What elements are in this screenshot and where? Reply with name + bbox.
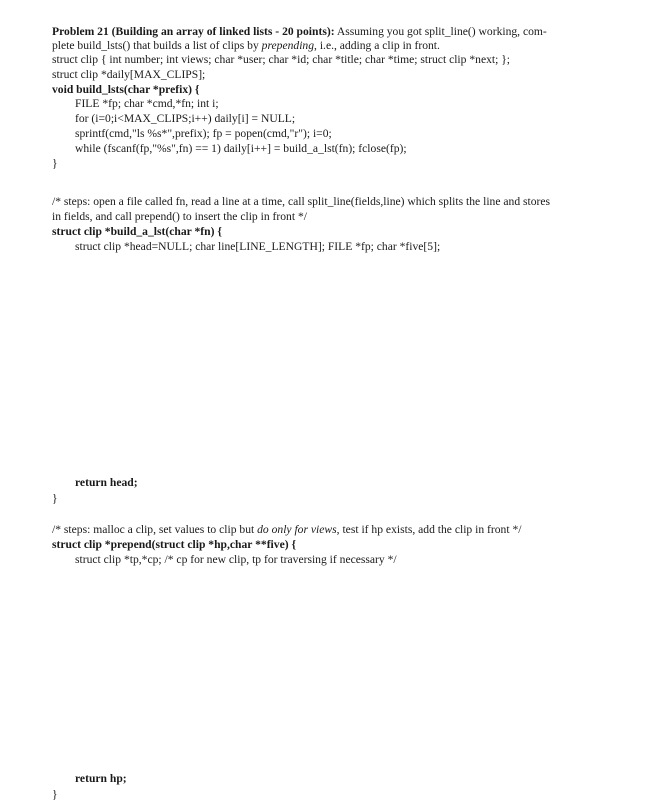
prepend-declarations: struct clip *tp,*cp; /* cp for new clip, tp for traversing if necessary */ xyxy=(75,553,397,566)
build-lsts-body-line: sprintf(cmd,"ls %s*",prefix); fp = popen(cmd,"r"); i=0; xyxy=(75,127,332,140)
prepend-return: return hp; xyxy=(75,772,127,785)
prepend-comment xyxy=(52,523,521,537)
build-a-lst-return: return head; xyxy=(75,476,138,489)
problem-heading: Problem 21 (Building an array of linked lists - 20 points): xyxy=(52,25,335,38)
build-a-lst-signature: struct clip *build_a_lst(char *fn) { xyxy=(52,225,222,238)
problem-intro-a: Assuming you got split_line() working, com- xyxy=(334,25,547,38)
problem-intro-emphasis: prepending xyxy=(261,39,315,52)
problem-statement-line-1 xyxy=(52,25,547,39)
prepend-close-brace: } xyxy=(52,788,58,801)
build-lsts-body-line: for (i=0;i<MAX_CLIPS;i++) daily[i] = NULL; xyxy=(75,112,296,125)
prepend-signature: struct clip *prepend(struct clip *hp,char **five) { xyxy=(52,538,297,551)
problem-intro-end: , i.e., adding a clip in front. xyxy=(314,39,440,52)
build-a-lst-comment-line-1: /* steps: open a file called fn, read a line at a time, call split_line(fields,line) which splits the line and stores xyxy=(52,195,551,208)
build-a-lst-comment-line-2: in fields, and call prepend() to insert the clip in front */ xyxy=(52,210,307,223)
daily-array-declaration: struct clip *daily[MAX_CLIPS]; xyxy=(52,68,206,81)
prepend-comment-b: , test if hp exists, add the clip in front */ xyxy=(336,523,522,536)
build-lsts-close-brace: } xyxy=(52,157,58,170)
struct-clip-declaration: struct clip { int number; int views; char *user; char *id; char *title; char *time; struct clip *next; }; xyxy=(52,53,511,66)
prepend-comment-emphasis: do only for views xyxy=(257,523,337,536)
build-lsts-body-line: while (fscanf(fp,"%s",fn) == 1) daily[i++] = build_a_lst(fn); fclose(fp); xyxy=(75,142,407,155)
problem-statement-line-2 xyxy=(52,39,440,53)
problem-intro-b: plete build_lsts() that builds a list of clips by xyxy=(52,39,262,52)
prepend-comment-a: /* steps: malloc a clip, set values to clip but xyxy=(52,523,258,536)
build-a-lst-close-brace: } xyxy=(52,492,58,505)
build-lsts-signature: void build_lsts(char *prefix) { xyxy=(52,83,200,96)
build-lsts-body-line: FILE *fp; char *cmd,*fn; int i; xyxy=(75,97,219,110)
build-a-lst-declarations: struct clip *head=NULL; char line[LINE_LENGTH]; FILE *fp; char *five[5]; xyxy=(75,240,441,253)
